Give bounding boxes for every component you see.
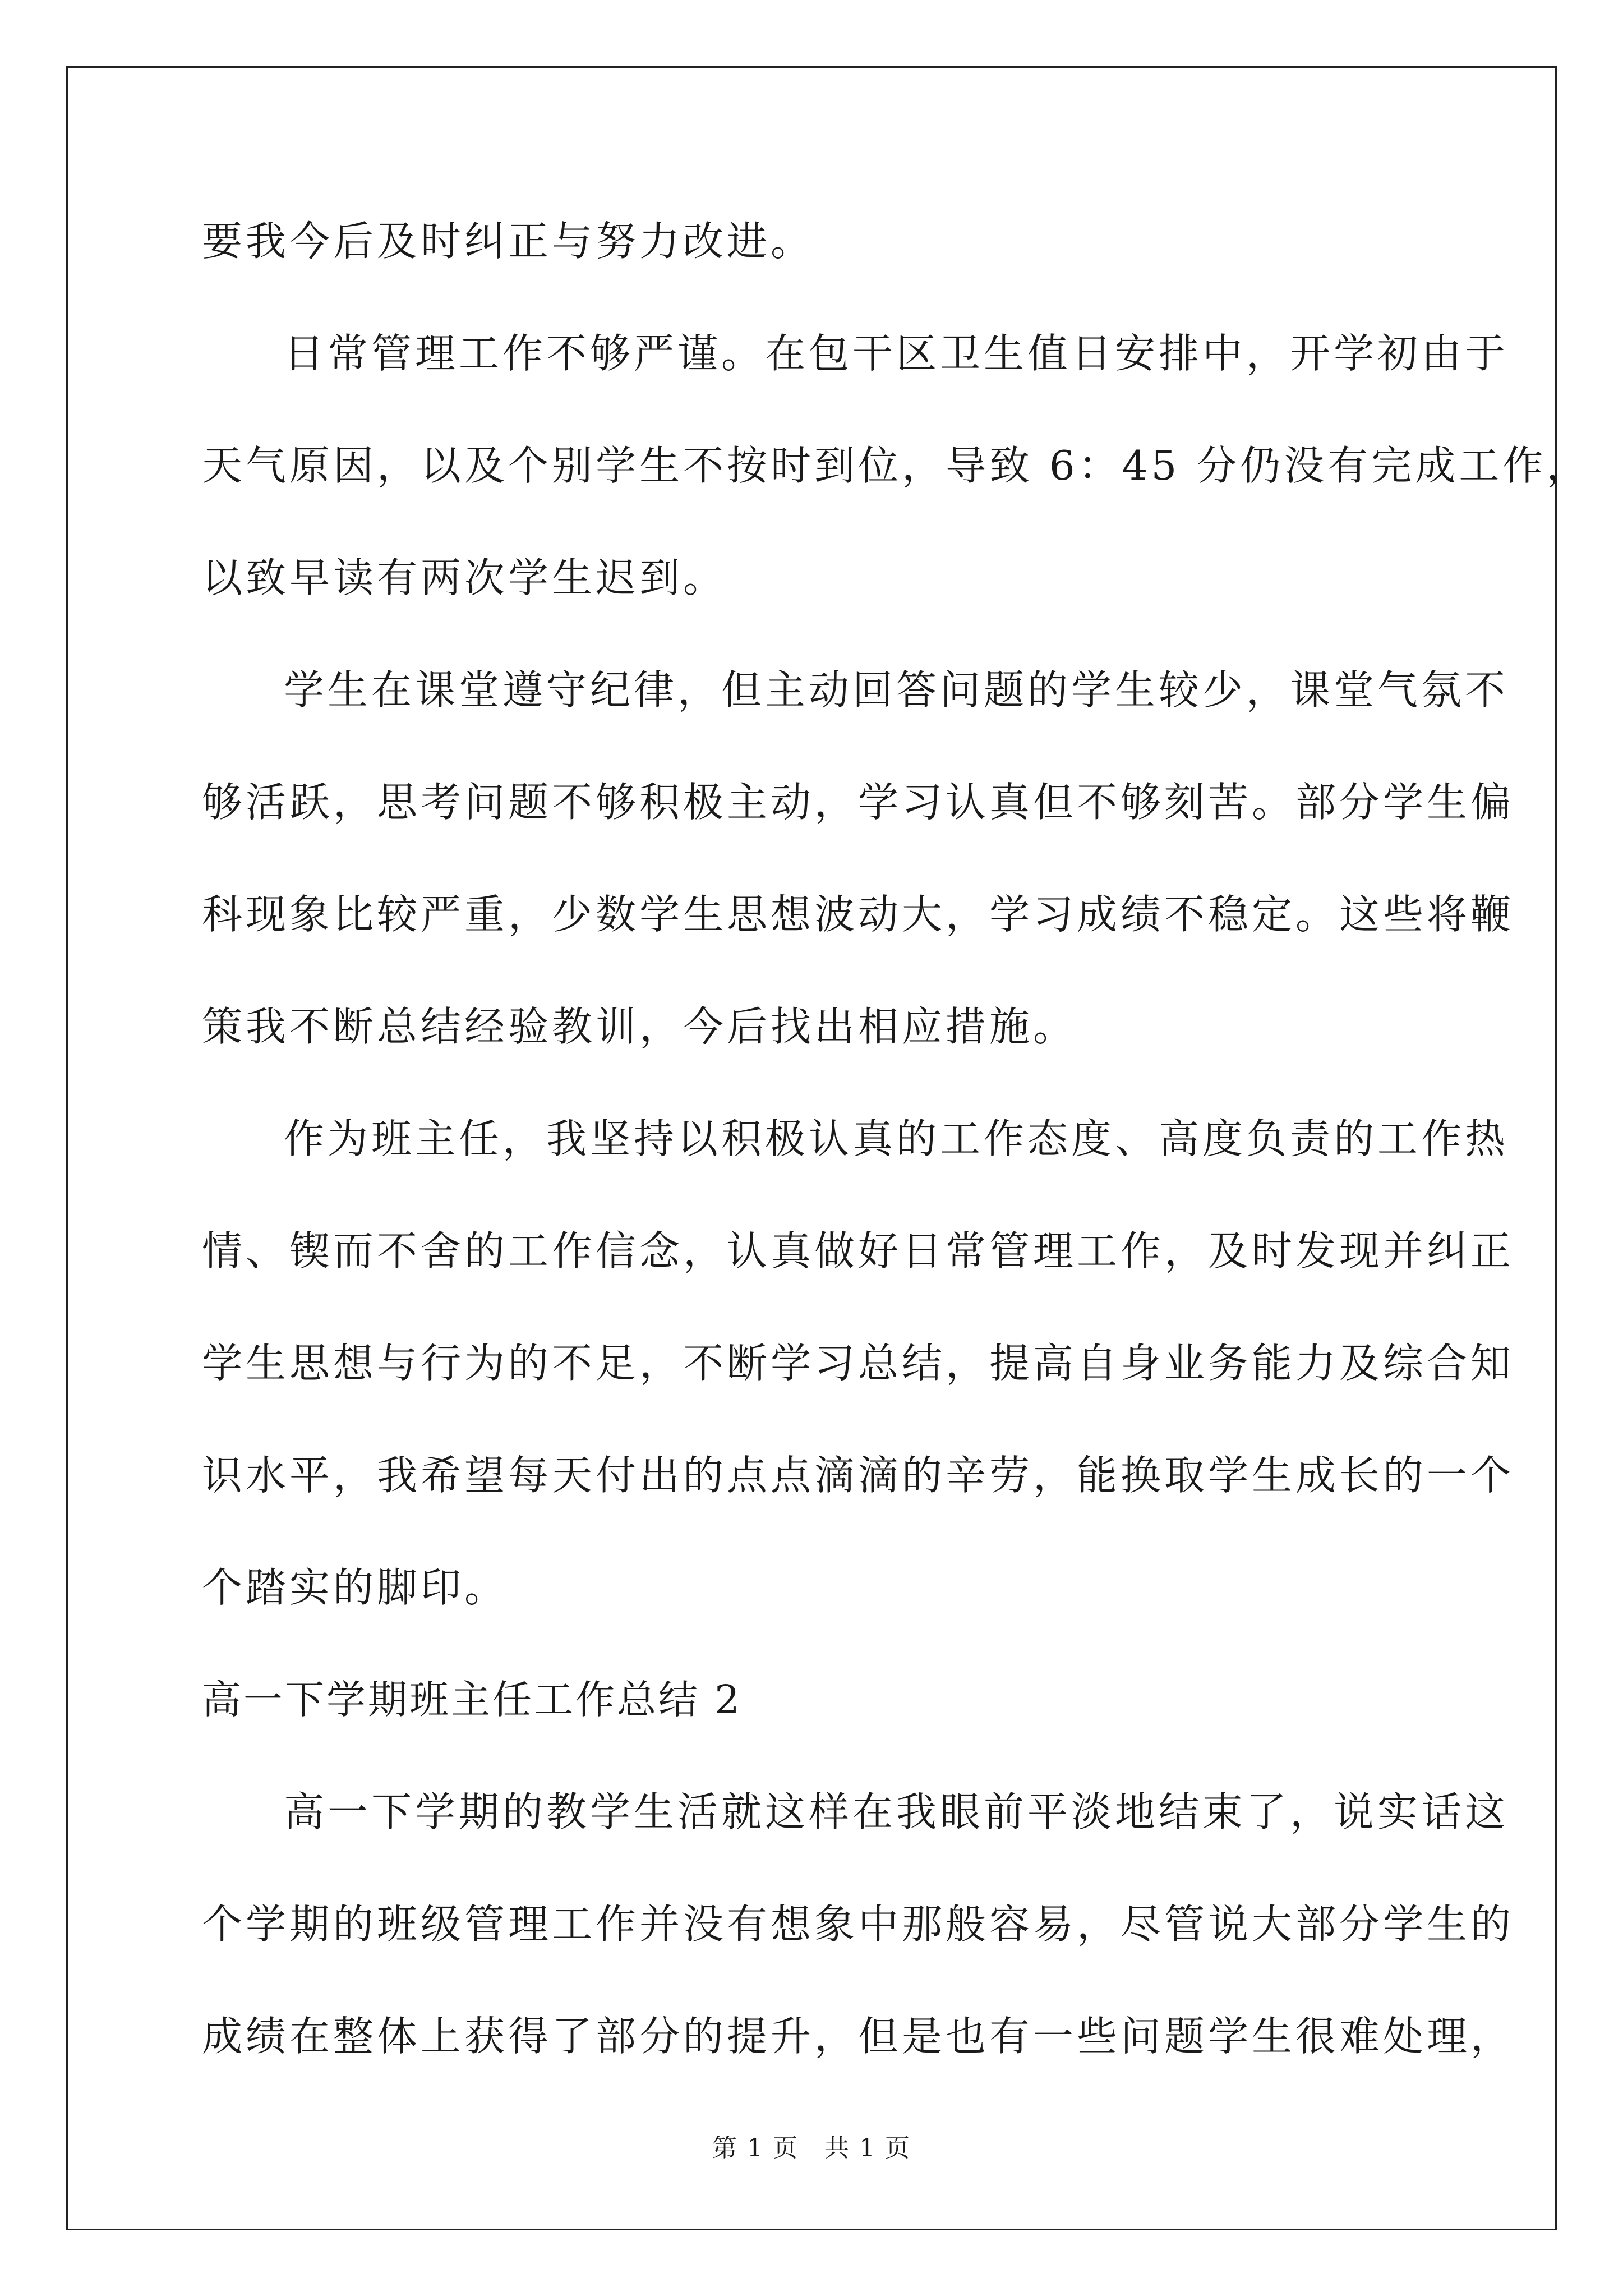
text-line: 天气原因，以及个别学生不按时到位，导致 6：45 分仍没有完成工作，: [202, 442, 1590, 489]
section-heading: 高一下学期班主任工作总结 2: [202, 1677, 742, 1723]
text-line: 够活跃，思考问题不够积极主动，学习认真但不够刻苦。部分学生偏: [202, 779, 1515, 826]
text-line: 个学期的班级管理工作并没有想象中那般容易，尽管说大部分学生的: [202, 1901, 1515, 1948]
paragraph-start-line: 作为班主任，我坚持以积极认真的工作态度、高度负责的工作热: [284, 1115, 1509, 1162]
paragraph-start-line: 日常管理工作不够严谨。在包干区卫生值日安排中，开学初由于: [284, 330, 1509, 377]
paragraph-start-line: 学生在课堂遵守纪律，但主动回答问题的学生较少，课堂气氛不: [284, 666, 1509, 714]
text-line: 情、锲而不舍的工作信念，认真做好日常管理工作，及时发现并纠正: [202, 1227, 1515, 1274]
text-line: 识水平，我希望每天付出的点点滴滴的辛劳，能换取学生成长的一个: [202, 1452, 1515, 1499]
text-line: 成绩在整体上获得了部分的提升，但是也有一些问题学生很难处理，: [202, 2013, 1515, 2060]
page-footer: 第 1 页 共 1 页: [712, 2134, 911, 2162]
text-line: 学生思想与行为的不足，不断学习总结，提高自身业务能力及综合知: [202, 1340, 1515, 1387]
text-line: 科现象比较严重，少数学生思想波动大，学习成绩不稳定。这些将鞭: [202, 891, 1515, 938]
paragraph-start-line: 高一下学期的教学生活就这样在我眼前平淡地结束了，说实话这: [284, 1788, 1509, 1835]
text-line: 策我不断总结经验教训，今后找出相应措施。: [202, 1003, 1077, 1050]
text-line: 要我今后及时纠正与努力改进。: [202, 218, 815, 265]
document-body: [202, 213, 1590, 2120]
text-line: 以致早读有两次学生迟到。: [202, 554, 727, 601]
text-line: 个踏实的脚印。: [202, 1564, 509, 1611]
